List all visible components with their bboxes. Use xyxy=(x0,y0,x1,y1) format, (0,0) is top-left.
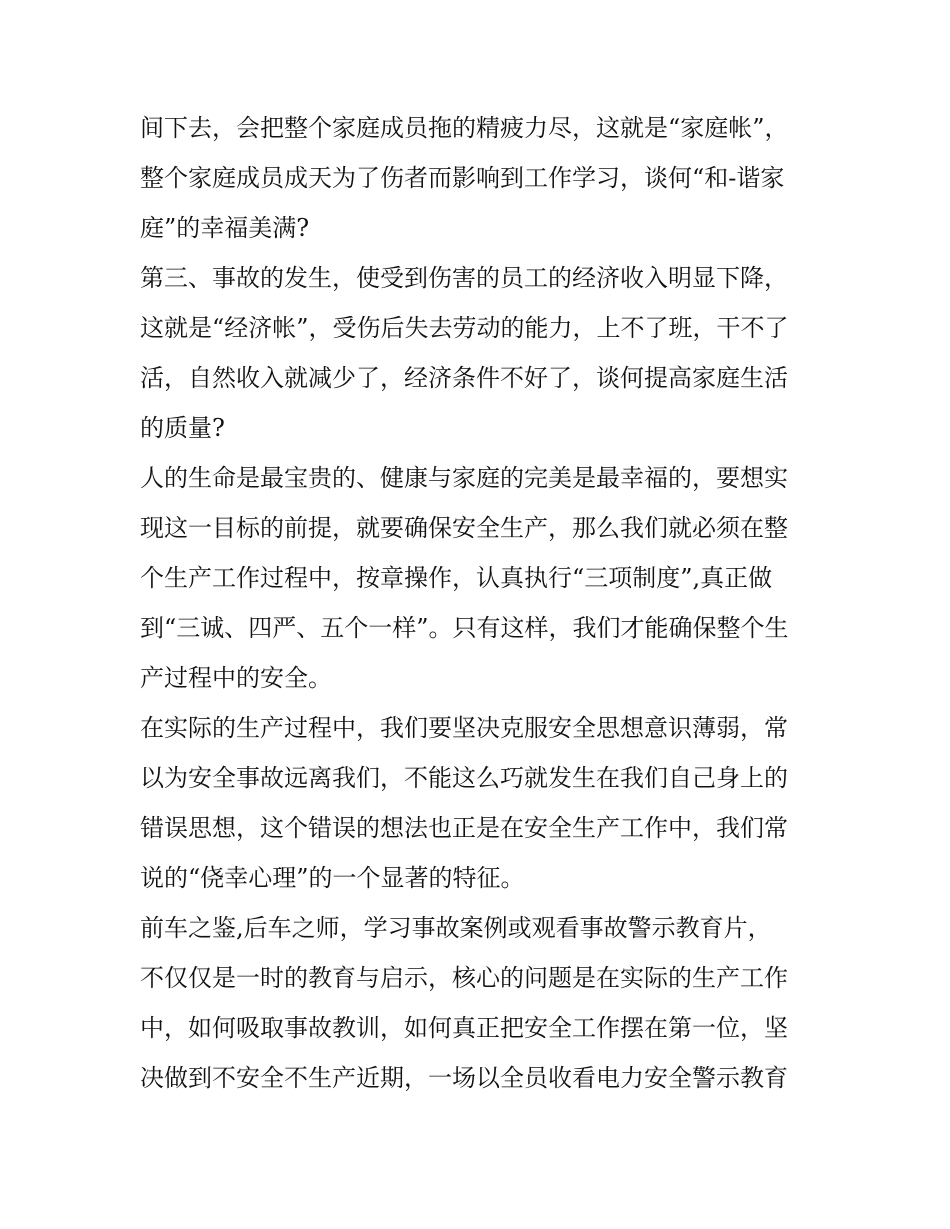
document-body-text xyxy=(140,103,820,1103)
text-line: 现这一目标的前提，就要确保安全生产，那么我们就必须在整 xyxy=(140,514,788,542)
text-line: 个生产工作过程中，按章操作，认真执行“三项制度”,真正做 xyxy=(140,564,773,592)
text-line: 产过程中的安全。 xyxy=(140,664,332,692)
text-line: 活，自然收入就减少了，经济条件不好了，谈何提高家庭生活 xyxy=(140,364,788,392)
text-line: 在实际的生产过程中，我们要坚决克服安全思想意识薄弱，常 xyxy=(140,714,788,742)
text-line: 整个家庭成员成天为了伤者而影响到工作学习，谈何“和-谐家 xyxy=(140,164,785,192)
text-line: 间下去，会把整个家庭成员拖的精疲力尽，这就是“家庭帐”， xyxy=(140,114,789,142)
text-line: 以为安全事故远离我们，不能这么巧就发生在我们自己身上的 xyxy=(140,764,788,792)
text-line: 决做到不安全不生产近期，一场以全员收看电力安全警示教育 xyxy=(140,1064,788,1092)
text-line: 中，如何吸取事故教训，如何真正把安全工作摆在第一位，坚 xyxy=(140,1014,788,1042)
text-line: 第三、事故的发生，使受到伤害的员工的经济收入明显下降， xyxy=(140,264,788,292)
text-line: 错误思想，这个错误的想法也正是在安全生产工作中，我们常 xyxy=(140,814,788,842)
text-line: 说的“侥幸心理”的一个显著的特征。 xyxy=(140,864,525,892)
text-line: 前车之鉴,后车之师，学习事故案例或观看事故警示教育片， xyxy=(140,914,772,942)
text-line: 到“三诚、四严、五个一样”。只有这样，我们才能确保整个生 xyxy=(140,614,789,642)
text-line: 不仅仅是一时的教育与启示，核心的问题是在实际的生产工作 xyxy=(140,964,788,992)
text-line: 这就是“经济帐”，受伤后失去劳动的能力，上不了班，干不了 xyxy=(140,314,789,342)
text-line: 人的生命是最宝贵的、健康与家庭的完美是最幸福的，要想实 xyxy=(140,464,788,492)
text-line: 庭”的幸福美满? xyxy=(140,214,310,242)
text-line: 的质量? xyxy=(140,414,225,442)
